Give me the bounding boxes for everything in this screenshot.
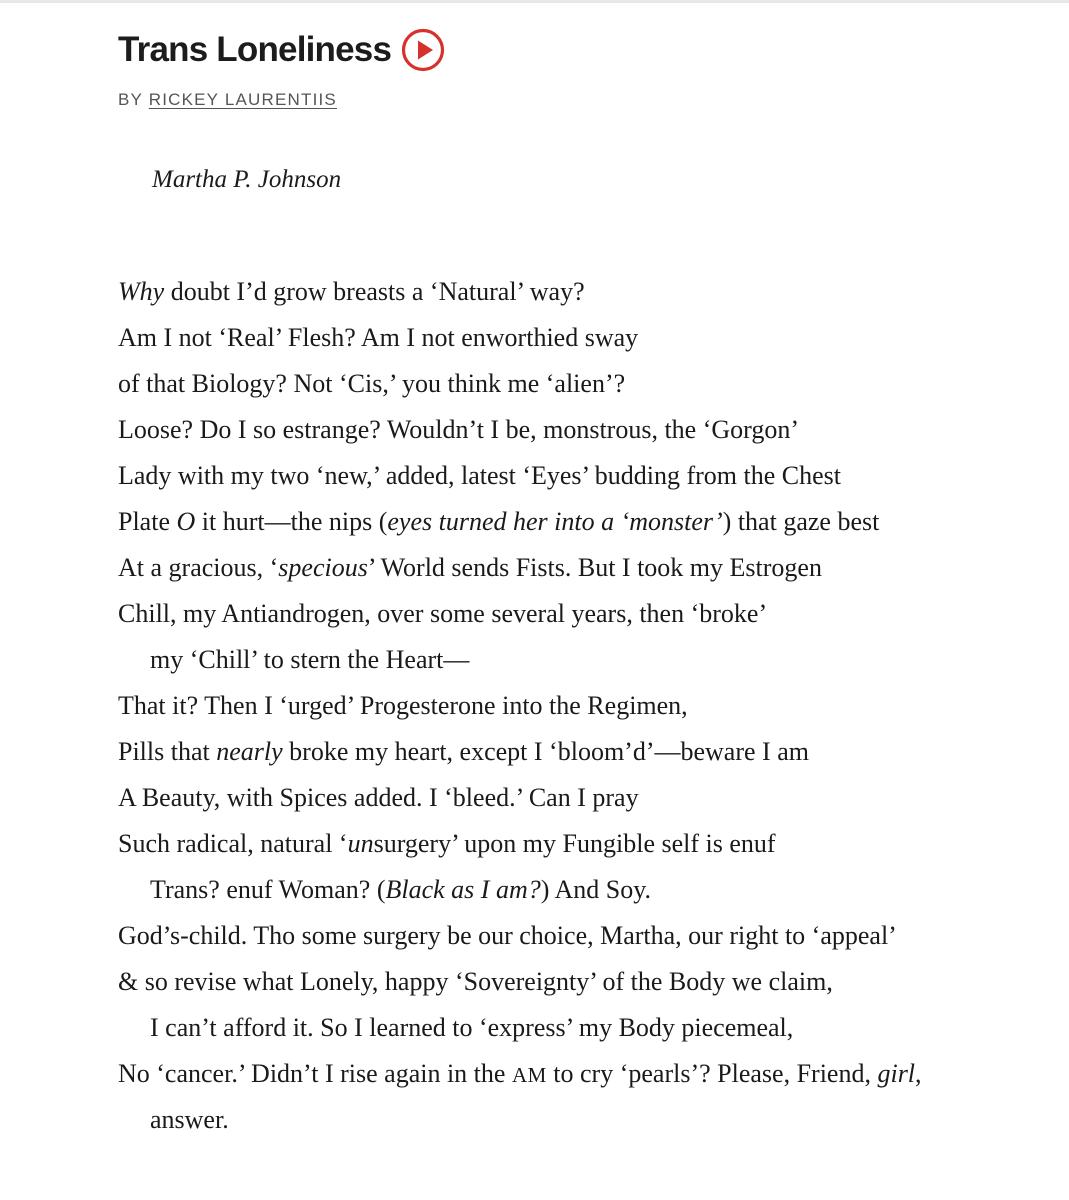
byline-prefix: BY	[118, 90, 143, 109]
line-text: At a gracious, ‘	[118, 553, 279, 582]
line-text: No ‘cancer.’ Didn’t I rise again in the	[118, 1059, 512, 1088]
italic-text: Black as I am?	[385, 875, 541, 904]
poem-line	[118, 821, 1028, 867]
dedication: Martha P. Johnson	[152, 166, 342, 193]
poem-line: of that Biology? Not ‘Cis,’ you think me ‘alien’?	[118, 369, 626, 398]
italic-text: specious	[278, 553, 368, 582]
italic-text: eyes turned her into a ‘monster’	[387, 507, 723, 536]
line-text: ) And Soy.	[540, 875, 652, 904]
poem-title: Trans Loneliness	[118, 30, 392, 69]
line-text: ,	[915, 1059, 922, 1088]
italic-text: nearly	[216, 737, 283, 766]
play-audio-button[interactable]	[401, 28, 445, 72]
poem-line	[118, 269, 1028, 315]
title-row	[118, 28, 445, 72]
poem-line: Am I not ‘Real’ Flesh? Am I not enworthied sway	[118, 323, 639, 352]
poem-line	[118, 545, 1028, 591]
poem-line-indented	[118, 867, 1028, 913]
play-circle-icon	[401, 28, 445, 72]
line-text: it hurt—the nips (	[195, 507, 388, 536]
byline	[118, 89, 337, 111]
poem-line-indented: I can’t afford it. So I learned to ‘express’ my Body piecemeal,	[150, 1013, 794, 1042]
poem-line	[118, 1051, 1028, 1097]
line-text: ) that gaze best	[722, 507, 880, 536]
line-text: to cry ‘pearls’? Please, Friend,	[546, 1059, 878, 1088]
poem-line: That it? Then I ‘urged’ Progesterone into the Regimen,	[118, 691, 688, 720]
poem-line	[118, 499, 1028, 545]
line-text: broke my heart, except I ‘bloom’d’—beware I am	[282, 737, 809, 766]
italic-text: girl	[877, 1059, 916, 1088]
poem-line: & so revise what Lonely, happy ‘Sovereignty’ of the Body we claim,	[118, 967, 833, 996]
poem-line: A Beauty, with Spices added. I ‘bleed.’ Can I pray	[118, 783, 639, 812]
line-text: doubt I’d grow breasts a ‘Natural’ way?	[164, 277, 585, 306]
poem-line-indented: my ‘Chill’ to stern the Heart—	[150, 645, 470, 674]
poem-line: Lady with my two ‘new,’ added, latest ‘Eyes’ budding from the Chest	[118, 461, 842, 490]
line-text: Such radical, natural ‘	[118, 829, 348, 858]
poem-body	[118, 269, 1028, 1143]
line-text: surgery’ upon my Fungible self is enuf	[373, 829, 776, 858]
line-text: Pills that	[118, 737, 217, 766]
italic-text: Why	[118, 277, 165, 306]
italic-text: un	[347, 829, 374, 858]
line-text: ’ World sends Fists. But I took my Estrogen	[367, 553, 822, 582]
author-link[interactable]: RICKEY LAURENTIIS	[148, 90, 337, 109]
poem-line: God’s-child. Tho some surgery be our choice, Martha, our right to ‘appeal’	[118, 921, 897, 950]
line-text: Plate	[118, 507, 177, 536]
poem-line	[118, 729, 1028, 775]
poem-line-indented: answer.	[150, 1105, 229, 1134]
poem-line: Loose? Do I so estrange? Wouldn’t I be, monstrous, the ‘Gorgon’	[118, 415, 800, 444]
line-text: Trans? enuf Woman? (	[150, 875, 386, 904]
italic-text: O	[176, 507, 196, 536]
small-caps-text: AM	[511, 1063, 547, 1087]
poem-line: Chill, my Antiandrogen, over some several years, then ‘broke’	[118, 599, 768, 628]
